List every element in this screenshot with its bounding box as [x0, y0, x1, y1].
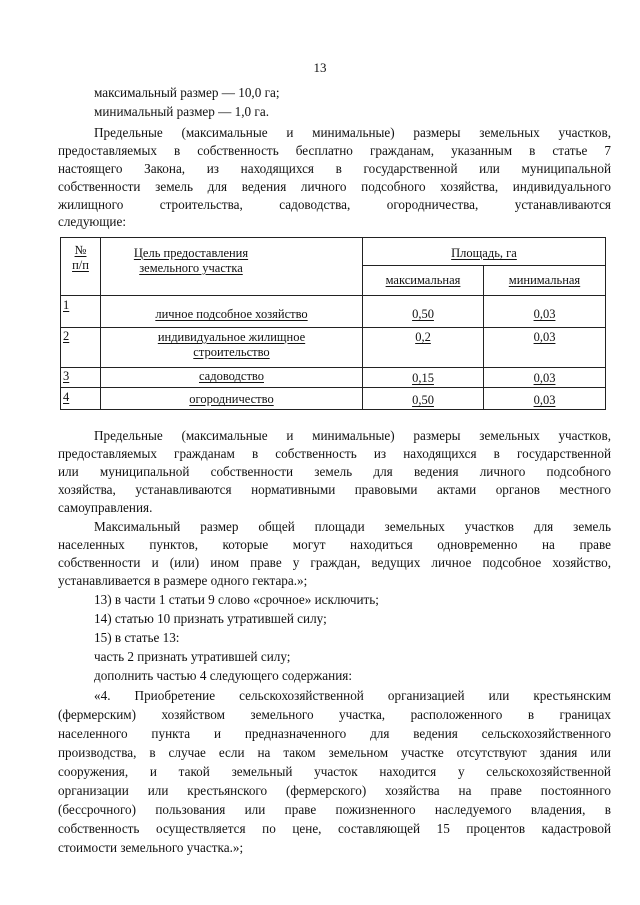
- text-line: следующие:: [58, 214, 126, 229]
- text-line: организации или крестьянского (фермерского) хозяйства на праве постоянного: [58, 783, 611, 798]
- header-purpose: Цель предоставления земельного участка: [133, 246, 249, 275]
- text-line: настоящего Закона, из находящихся в государственной или муниципальной: [58, 161, 611, 176]
- text-line: (фермерским) хозяйством земельного участка, расположенного в границах: [58, 707, 611, 722]
- row-min: 0,03: [533, 393, 556, 407]
- header-max: максимальная: [385, 273, 461, 287]
- amendment-item: часть 2 признать утратившей силу;: [94, 649, 291, 664]
- header-min: минимальная: [508, 273, 581, 287]
- header-number: № п/п: [72, 243, 89, 272]
- text-line: Максимальный размер общей площади земельных участков для земель: [94, 519, 611, 534]
- row-purpose: огородничество: [189, 392, 274, 406]
- text-line: населенных пунктов, которые могут находиться одновременно на праве: [58, 537, 611, 552]
- row-max: 0,50: [412, 393, 434, 407]
- row-max: 0,15: [412, 371, 434, 385]
- text-line: Предельные (максимальные и минимальные) размеры земельных участков,: [94, 125, 611, 140]
- text-line: собственность осуществляется по цене, составляющей 15 процентов кадастровой: [58, 821, 611, 836]
- row-number: 3: [63, 369, 70, 383]
- row-purpose: садоводство: [198, 369, 264, 383]
- text-line: предоставляемых в собственность бесплатно гражданам, указанным в статье 7: [58, 143, 611, 158]
- text-line: или муниципальной собственности земель для ведения личного подсобного: [58, 464, 611, 479]
- text-line: «4. Приобретение сельскохозяйственной организацией или крестьянским: [94, 688, 611, 703]
- text-line: населенного пункта и предназначенного для ведения сельскохозяйственного: [58, 726, 611, 741]
- text-line: стоимости земельного участка.»;: [58, 840, 244, 855]
- row-min: 0,03: [533, 330, 556, 344]
- row-min: 0,03: [533, 371, 556, 385]
- row-number: 2: [63, 329, 70, 343]
- text-line: самоуправления.: [58, 500, 153, 515]
- row-number: 4: [63, 390, 70, 404]
- text-line: устанавливается в размере одного гектара.»;: [58, 573, 308, 588]
- text-line: Предельные (максимальные и минимальные) размеры земельных участков,: [94, 428, 611, 443]
- text-line: собственности и (или) ином праве у граждан, ведущих личное подсобное хозяйство,: [58, 555, 611, 570]
- text-line: хозяйства, устанавливаются нормативными правовыми актами органов местного: [58, 482, 611, 497]
- text-line: собственности земель для ведения личного подсобного хозяйства, индивидуального: [58, 179, 611, 194]
- row-min: 0,03: [533, 307, 556, 321]
- land-size-table: [60, 237, 606, 410]
- amendment-item: дополнить частью 4 следующего содержания:: [94, 668, 352, 683]
- min-size-line: минимальный размер — 1,0 га.: [94, 104, 269, 119]
- text-line: предоставляемых гражданам в собственность из находящихся в государственной: [58, 446, 611, 461]
- max-size-line: максимальный размер — 10,0 га;: [94, 85, 280, 100]
- text-line: производства, в случае если на таком земельном участке отсутствуют здания или: [58, 745, 611, 760]
- text-line: сооружения, и такой земельный участок находится у сельскохозяйственной: [58, 764, 611, 779]
- amendment-item: 15) в статье 13:: [94, 630, 180, 645]
- amendment-item: 13) в части 1 статьи 9 слово «срочное» исключить;: [94, 592, 379, 607]
- text-line: (бессрочного) пользования или праве пожизненного наследуемого владения, в: [58, 802, 611, 817]
- row-purpose: индивидуальное жилищное строительство: [157, 330, 306, 359]
- header-area: Площадь, га: [451, 246, 517, 260]
- page-number: 13: [313, 60, 327, 75]
- amendment-item: 14) статью 10 признать утратившей силу;: [94, 611, 327, 626]
- text-line: жилищного строительства, садоводства, огородничества, устанавливаются: [58, 197, 611, 212]
- row-max: 0,50: [412, 307, 434, 321]
- row-number: 1: [63, 298, 70, 312]
- row-max: 0,2: [415, 330, 431, 344]
- row-purpose: личное подсобное хозяйство: [155, 307, 308, 321]
